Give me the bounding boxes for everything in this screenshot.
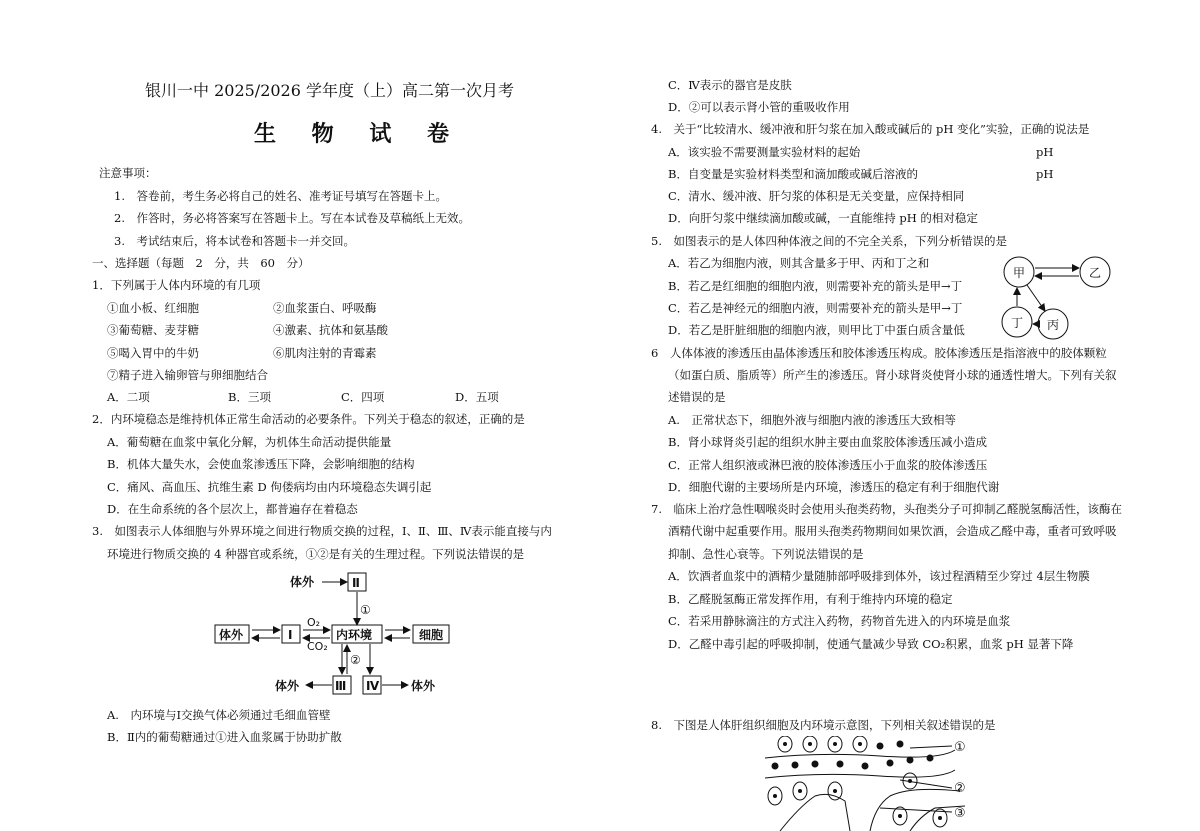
q6-option-c: C．正常人组织液或淋巴液的胶体渗透压小于血浆的胶体渗透压 <box>668 458 988 472</box>
q4-stem: 4. 关于“比较清水、缓冲液和肝匀浆在加入酸或碱后的 pH 变化”实验，正确的说法是 <box>651 122 1090 136</box>
q5-option-a: A．若乙为细胞内液，则其含量多于甲、丙和丁之和 <box>668 256 930 270</box>
notes-heading: 注意事项： <box>99 166 157 180</box>
q6-stem-line1: 6 人体体液的渗透压由晶体渗透压和胶体渗透压构成。胶体渗透压是指溶液中的胶体颗粒 <box>651 346 1107 360</box>
q5-option-d: D．若乙是肝脏细胞的细胞内液，则甲比丁中蛋白质含量低 <box>668 323 965 337</box>
outside-bottom-left-label: 体外 <box>275 679 300 693</box>
q8-liver-tissue-diagram <box>760 736 980 831</box>
q3-option-a: A. 内环境与Ⅰ交换气体必须通过毛细血管壁 <box>107 708 331 722</box>
q7-stem-line3: 抑制、急性心衰等。下列说法错误的是 <box>668 547 864 561</box>
q1-item: ③葡萄糖、麦芽糖 <box>107 323 199 337</box>
q8-label-3: ③ <box>954 806 966 821</box>
exam-header: 银川一中 2025/2026 学年度（上）高二第一次月考 <box>145 81 515 100</box>
q1-option-b: B．三项 <box>228 390 271 404</box>
q7-option-d: D．乙醛中毒引起的呼吸抑制，使通气量减少导致 CO₂积累，血浆 pH 显著下降 <box>668 637 1074 651</box>
co2-label: CO₂ <box>307 640 328 653</box>
q4-ph-note: pH <box>1036 167 1054 181</box>
q3-stem-line2: 环境进行物质交换的 4 种器官或系统，①②是有关的生理过程。下列说法错误的是 <box>107 547 525 561</box>
node-jia-label: 甲 <box>1013 266 1026 280</box>
q5-option-b: B．若乙是红细胞的细胞内液，则需要补充的箭头是甲→丁 <box>668 279 963 293</box>
page-title: 生 物 试 卷 <box>254 121 463 147</box>
organ-II-label: Ⅱ <box>352 576 360 590</box>
o2-label: O₂ <box>307 616 321 629</box>
q6-option-d: D．细胞代谢的主要场所是内环境，渗透压的稳定有利于细胞代谢 <box>668 480 1000 494</box>
process-1-label: ① <box>360 603 371 617</box>
q1-stem: 1．下列属于人体内环境的有几项 <box>92 278 261 292</box>
q1-item: ⑥肌肉注射的青霉素 <box>273 346 377 360</box>
outside-left-label: 体外 <box>219 628 244 642</box>
q1-item: ⑤喝入胃中的牛奶 <box>107 346 199 360</box>
q4-ph-note: pH <box>1036 145 1054 159</box>
note-item: 2. 作答时，务必将答案写在答题卡上。写在本试卷及草稿纸上无效。 <box>114 211 470 225</box>
note-item: 1. 答卷前，考生务必将自己的姓名、准考证号填写在答题卡上。 <box>114 189 447 203</box>
inner-environment-label: 内环境 <box>336 628 373 642</box>
q2-stem: 2．内环境稳态是维持机体正常生命活动的必要条件。下列关于稳态的叙述，正确的是 <box>92 412 525 426</box>
q1-option-d: D．五项 <box>455 390 499 404</box>
node-bing-label: 丙 <box>1047 318 1060 332</box>
q6-stem-line3: 述错误的是 <box>668 390 726 404</box>
q1-option-c: C．四项 <box>341 390 385 404</box>
q7-stem-line1: 7. 临床上治疗急性咽喉炎时会使用头孢类药物，头孢类分子可抑制乙醛脱氢酶活性，该酶在 <box>651 502 1122 516</box>
section-heading: 一、选择题（每题 2 分，共 60 分） <box>92 256 310 270</box>
q5-option-c: C．若乙是神经元的细胞内液，则需要补充的箭头是甲→丁 <box>668 301 963 315</box>
q6-stem-line2: （如蛋白质、脂质等）所产生的渗透压。肾小球肾炎使肾小球的通透性增大。下列有关叙 <box>668 368 1117 382</box>
q5-stem: 5. 如图表示的是人体四种体液之间的不完全关系，下列分析错误的是 <box>651 234 1007 248</box>
organ-III-label: Ⅲ <box>335 679 347 693</box>
q7-option-a: A．饮酒者血浆中的酒精少量随肺部呼吸排到体外，该过程酒精至少穿过 4层生物膜 <box>668 569 1090 583</box>
q7-option-c: C．若采用静脉滴注的方式注入药物，药物首先进入的内环境是血浆 <box>668 614 1011 628</box>
q3-option-d: D．②可以表示肾小管的重吸收作用 <box>668 100 850 114</box>
q4-option-b: B．自变量是实验材料类型和滴加酸或碱后溶液的 <box>668 167 918 181</box>
q8-label-2: ② <box>954 781 966 796</box>
q2-option-a: A．葡萄糖在血浆中氧化分解，为机体生命活动提供能量 <box>107 435 392 449</box>
q6-option-a: A. 正常状态下，细胞外液与细胞内液的渗透压大致相等 <box>668 413 956 427</box>
outside-top-label: 体外 <box>290 575 315 589</box>
node-yi-label: 乙 <box>1089 266 1102 280</box>
q7-stem-line2: 酒精代谢中起重要作用。服用头孢类药物期间如果饮酒，会造成乙醛中毒，重者可致呼吸 <box>668 524 1117 538</box>
organ-I-label: Ⅰ <box>288 628 293 642</box>
q1-item: ②血浆蛋白、呼吸酶 <box>273 301 377 315</box>
outside-bottom-right-label: 体外 <box>411 679 436 693</box>
q1-option-a: A．二项 <box>107 390 150 404</box>
q1-item: ①血小板、红细胞 <box>107 301 199 315</box>
q1-item: ④激素、抗体和氨基酸 <box>273 323 388 337</box>
q4-option-d: D．向肝匀浆中继续滴加酸或碱，一直能维持 pH 的相对稳定 <box>668 211 978 225</box>
q6-option-b: B．肾小球肾炎引起的组织水肿主要由血浆胶体渗透压减小造成 <box>668 435 987 449</box>
organ-IV-label: Ⅳ <box>366 679 380 693</box>
q3-option-b: B．Ⅱ内的葡萄糖通过①进入血浆属于协助扩散 <box>107 730 342 744</box>
q5-body-fluid-diagram <box>995 250 1117 342</box>
q2-option-b: B．机体大量失水，会使血浆渗透压下降，会影响细胞的结构 <box>107 457 415 471</box>
q2-option-c: C．痛风、高血压、抗维生素 D 佝偻病均由内环境稳态失调引起 <box>107 480 432 494</box>
q7-option-b: B．乙醛脱氢酶正常发挥作用，有利于维持内环境的稳定 <box>668 592 953 606</box>
cell-label: 细胞 <box>419 628 444 642</box>
q3-exchange-diagram <box>210 570 460 696</box>
q2-option-d: D．在生命系统的各个层次上，都普遍存在着稳态 <box>107 502 358 516</box>
q3-stem-line1: 3. 如图表示人体细胞与外界环境之间进行物质交换的过程，Ⅰ、Ⅱ、Ⅲ、Ⅳ表示能直接与内 <box>92 524 552 538</box>
q1-item: ⑦精子进入输卵管与卵细胞结合 <box>107 368 268 382</box>
process-2-label: ② <box>350 653 361 667</box>
q8-label-1: ① <box>954 740 966 755</box>
q4-option-a: A．该实验不需要测量实验材料的起始 <box>668 145 861 159</box>
node-ding-label: 丁 <box>1011 316 1024 330</box>
q4-option-c: C．清水、缓冲液、肝匀浆的体积是无关变量，应保持相同 <box>668 189 965 203</box>
q3-option-c: C．Ⅳ表示的器官是皮肤 <box>668 78 792 92</box>
note-item: 3. 考试结束后，将本试卷和答题卡一并交回。 <box>114 234 355 248</box>
q8-stem: 8. 下图是人体肝组织细胞及内环境示意图，下列相关叙述错误的是 <box>651 718 996 732</box>
